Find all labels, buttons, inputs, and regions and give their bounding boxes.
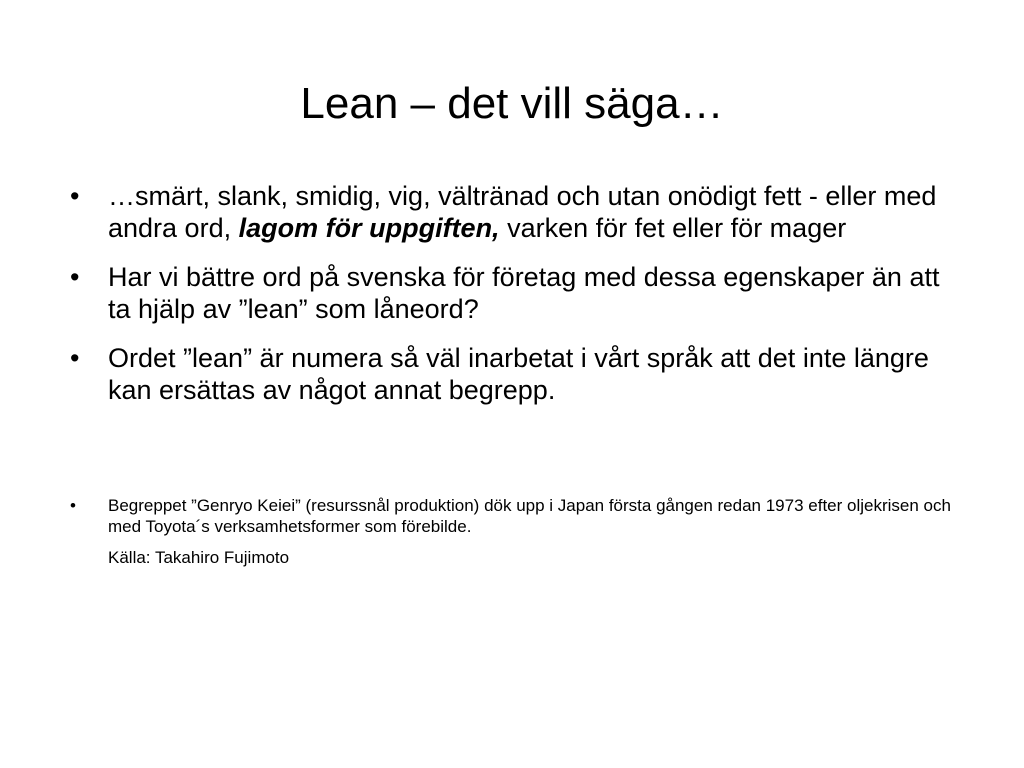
bullet-emphasis: lagom för uppgiften, — [238, 213, 500, 243]
bullet-text: Ordet ”lean” är numera så väl inarbetat i vårt språk att det inte längre kan ersättas av något annat begrepp. — [108, 343, 929, 405]
slide-title: Lean – det vill säga… — [300, 79, 724, 128]
bullet-icon: • — [70, 262, 80, 292]
bullet-text-part: …smärt, slank, smidig, vig, vältränad och utan onödigt fett - eller med andra ord, — [108, 181, 937, 243]
bullet-item-3 — [70, 342, 960, 406]
bullet-icon: • — [70, 181, 80, 211]
bullet-list — [70, 180, 960, 406]
footnote-list — [70, 495, 960, 537]
bullet-icon: • — [70, 343, 80, 373]
bullet-item-1 — [70, 180, 960, 244]
bullet-item-2 — [70, 261, 960, 325]
bullet-text-part: varken för fet eller för mager — [499, 213, 847, 243]
bullet-text: Har vi bättre ord på svenska för företag med dessa egenskaper än att ta hjälp av ”lean” som låneord? — [108, 262, 940, 324]
bullet-icon: • — [70, 496, 76, 515]
source-citation: Källa: Takahiro Fujimoto — [108, 548, 290, 567]
footnote-text: Begreppet ”Genryo Keiei” (resurssnål produktion) dök upp i Japan första gången redan 1973 efter oljekrisen och med Toyota´s verksamhetsformer som förebilde. — [108, 496, 951, 536]
footnote-item — [70, 495, 960, 537]
